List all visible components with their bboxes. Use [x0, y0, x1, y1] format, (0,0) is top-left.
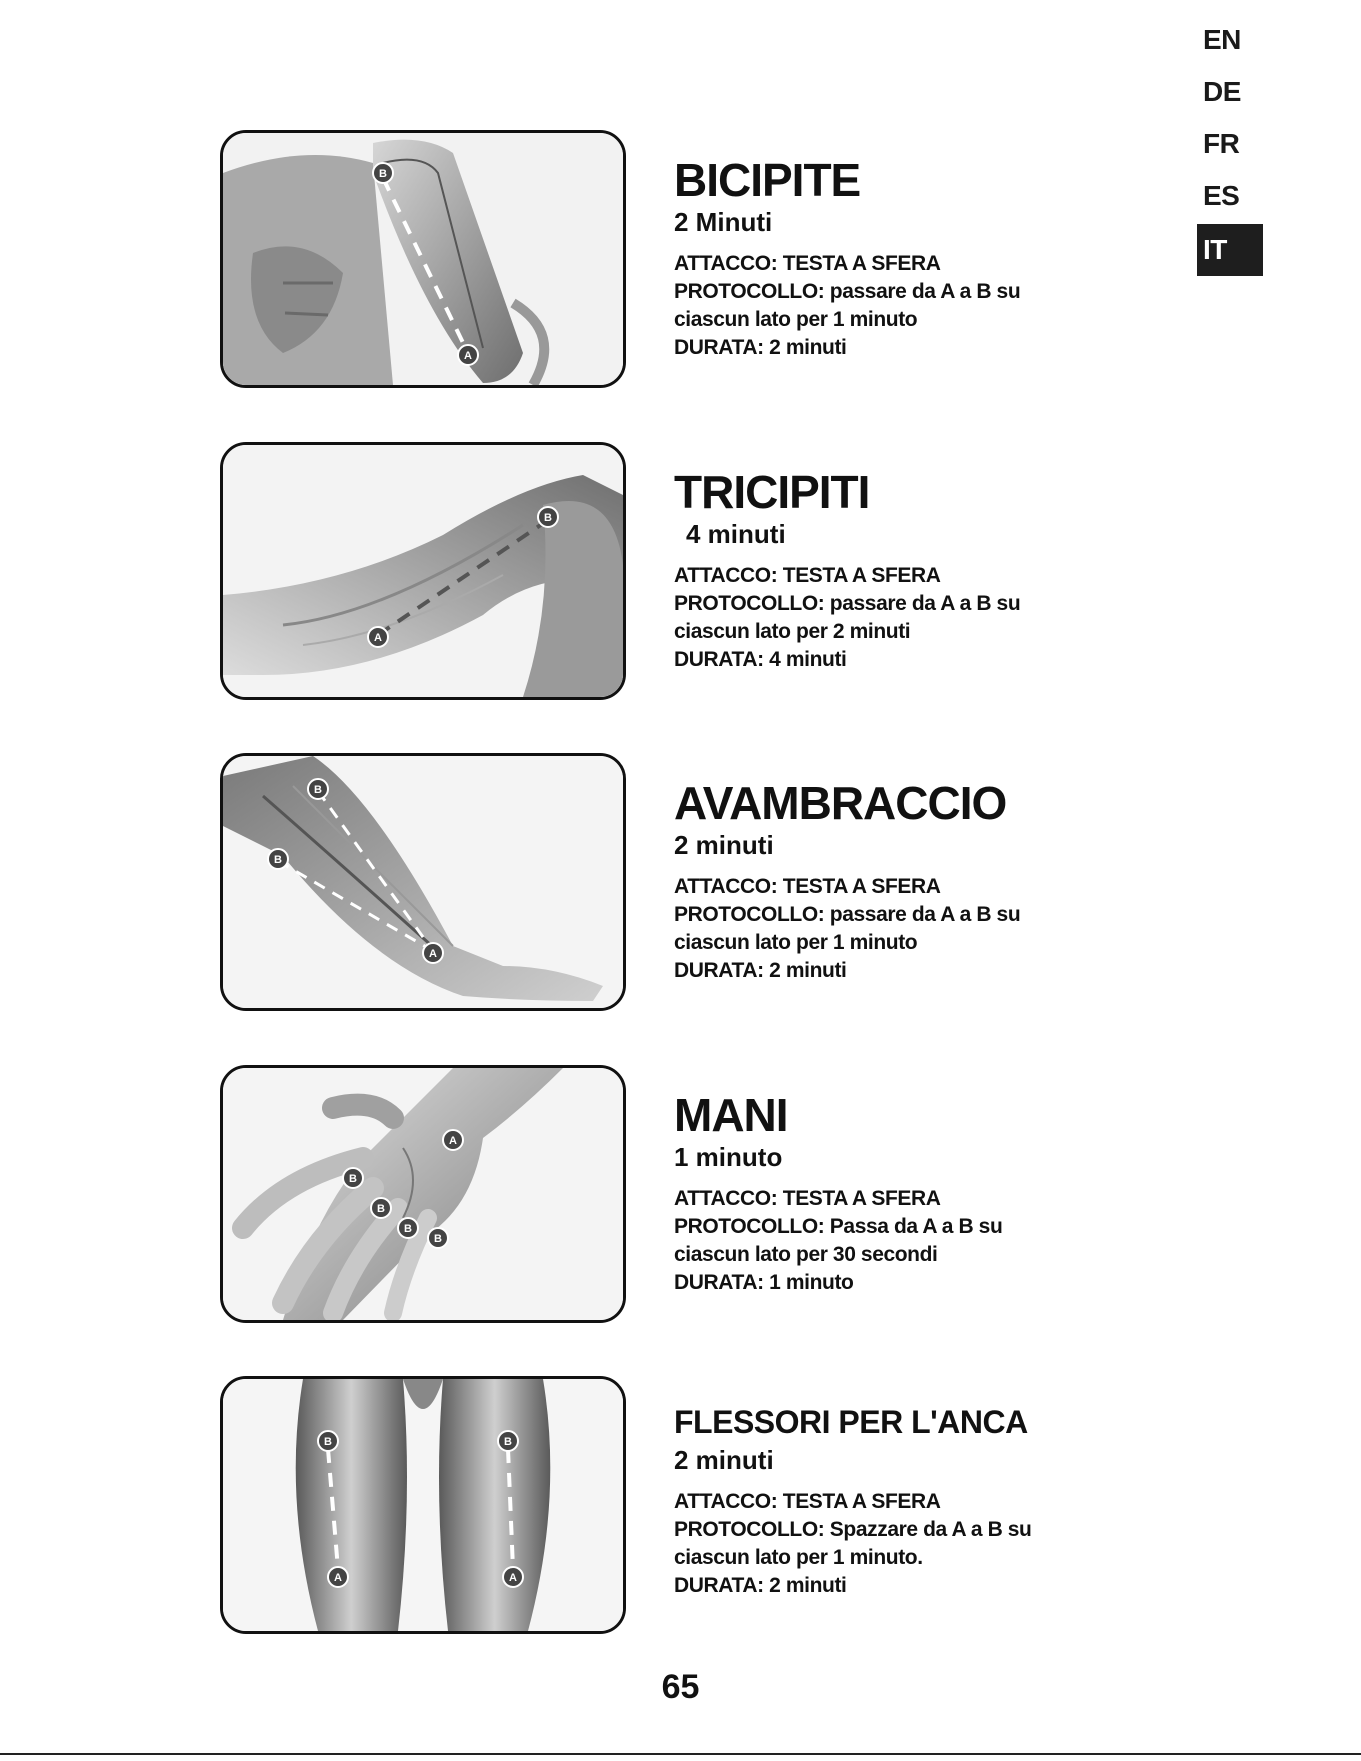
lang-es[interactable]: ES — [1203, 180, 1240, 211]
marker-a — [503, 1567, 523, 1587]
protocol-text: PROTOCOLLO: passare da A a B su — [674, 903, 1021, 926]
marker-b — [371, 1198, 391, 1218]
protocol-text: PROTOCOLLO: passare da A a B su — [674, 592, 1021, 615]
protocol-text: PROTOCOLLO: passare da A a B su — [674, 280, 1021, 303]
svg-text:B: B — [504, 1436, 512, 1448]
exercise-duration: 2 minuti — [674, 830, 774, 860]
protocol-text-cont: ciascun lato per 1 minuto. — [674, 1546, 923, 1569]
attachment-text: ATTACCO: TESTA A SFERA — [674, 1490, 941, 1513]
protocol-text-cont: ciascun lato per 2 minuti — [674, 620, 911, 643]
exercise-title: MANI — [674, 1089, 788, 1141]
forearm-illustration — [220, 753, 626, 1011]
hands-illustration — [220, 1065, 626, 1323]
exercise-duration: 4 minuti — [686, 519, 786, 549]
svg-text:A: A — [449, 1135, 457, 1147]
svg-text:A: A — [509, 1572, 517, 1584]
attachment-text: ATTACCO: TESTA A SFERA — [674, 564, 941, 587]
protocol-text-cont: ciascun lato per 1 minuto — [674, 931, 918, 954]
marker-b — [398, 1218, 418, 1238]
svg-text:B: B — [349, 1173, 357, 1185]
biceps-illustration — [220, 130, 626, 388]
exercise-triceps — [220, 442, 1140, 700]
protocol-text-cont: ciascun lato per 30 secondi — [674, 1243, 938, 1266]
exercise-title: TRICIPITI — [674, 466, 870, 518]
attachment-text: ATTACCO: TESTA A SFERA — [674, 1187, 941, 1210]
marker-b — [343, 1168, 363, 1188]
marker-b — [498, 1431, 518, 1451]
exercise-title: FLESSORI PER L'ANCA — [674, 1404, 1028, 1440]
marker-b — [318, 1431, 338, 1451]
total-duration-text: DURATA: 2 minuti — [674, 336, 847, 359]
protocol-text-cont: ciascun lato per 1 minuto — [674, 308, 918, 331]
language-nav — [1197, 14, 1263, 276]
attachment-text: ATTACCO: TESTA A SFERA — [674, 875, 941, 898]
total-duration-text: DURATA: 4 minuti — [674, 648, 847, 671]
marker-b — [268, 849, 288, 869]
exercise-title: BICIPITE — [674, 154, 861, 206]
marker-b — [538, 507, 558, 527]
protocol-text: PROTOCOLLO: Spazzare da A a B su — [674, 1518, 1032, 1541]
svg-text:B: B — [377, 1203, 385, 1215]
svg-text:B: B — [324, 1436, 332, 1448]
marker-a — [328, 1567, 348, 1587]
svg-text:B: B — [544, 512, 552, 524]
exercise-duration: 2 Minuti — [674, 207, 773, 237]
lang-en[interactable]: EN — [1203, 24, 1241, 55]
svg-text:A: A — [374, 632, 382, 644]
marker-a — [458, 345, 478, 365]
exercise-duration: 1 minuto — [674, 1142, 783, 1172]
exercise-title: AVAMBRACCIO — [674, 777, 1007, 829]
page-number: 65 — [661, 1668, 700, 1706]
lang-it-active[interactable]: IT — [1197, 224, 1263, 276]
triceps-illustration — [220, 442, 626, 700]
marker-a — [423, 943, 443, 963]
marker-b — [373, 163, 393, 183]
svg-text:B: B — [434, 1233, 442, 1245]
total-duration-text: DURATA: 2 minuti — [674, 959, 847, 982]
bottom-rule — [0, 1753, 1361, 1755]
exercise-hands — [220, 1065, 1140, 1323]
hip-flexors-illustration — [220, 1376, 626, 1634]
marker-a — [368, 627, 388, 647]
svg-text:B: B — [404, 1223, 412, 1235]
attachment-text: ATTACCO: TESTA A SFERA — [674, 252, 941, 275]
lang-de[interactable]: DE — [1203, 76, 1241, 107]
svg-text:A: A — [334, 1572, 342, 1584]
marker-b — [308, 779, 328, 799]
marker-a — [443, 1130, 463, 1150]
exercise-biceps — [220, 130, 1140, 388]
protocol-text: PROTOCOLLO: Passa da A a B su — [674, 1215, 1003, 1238]
lang-fr[interactable]: FR — [1203, 128, 1240, 159]
svg-text:A: A — [464, 350, 472, 362]
marker-b — [428, 1228, 448, 1248]
total-duration-text: DURATA: 1 minuto — [674, 1271, 854, 1294]
exercise-forearm — [220, 753, 1140, 1011]
svg-text:B: B — [274, 854, 282, 866]
svg-text:B: B — [314, 784, 322, 796]
exercise-hip-flexors — [220, 1376, 1140, 1634]
total-duration-text: DURATA: 2 minuti — [674, 1574, 847, 1597]
svg-text:B: B — [379, 168, 387, 180]
exercise-duration: 2 minuti — [674, 1445, 774, 1475]
svg-text:A: A — [429, 948, 437, 960]
